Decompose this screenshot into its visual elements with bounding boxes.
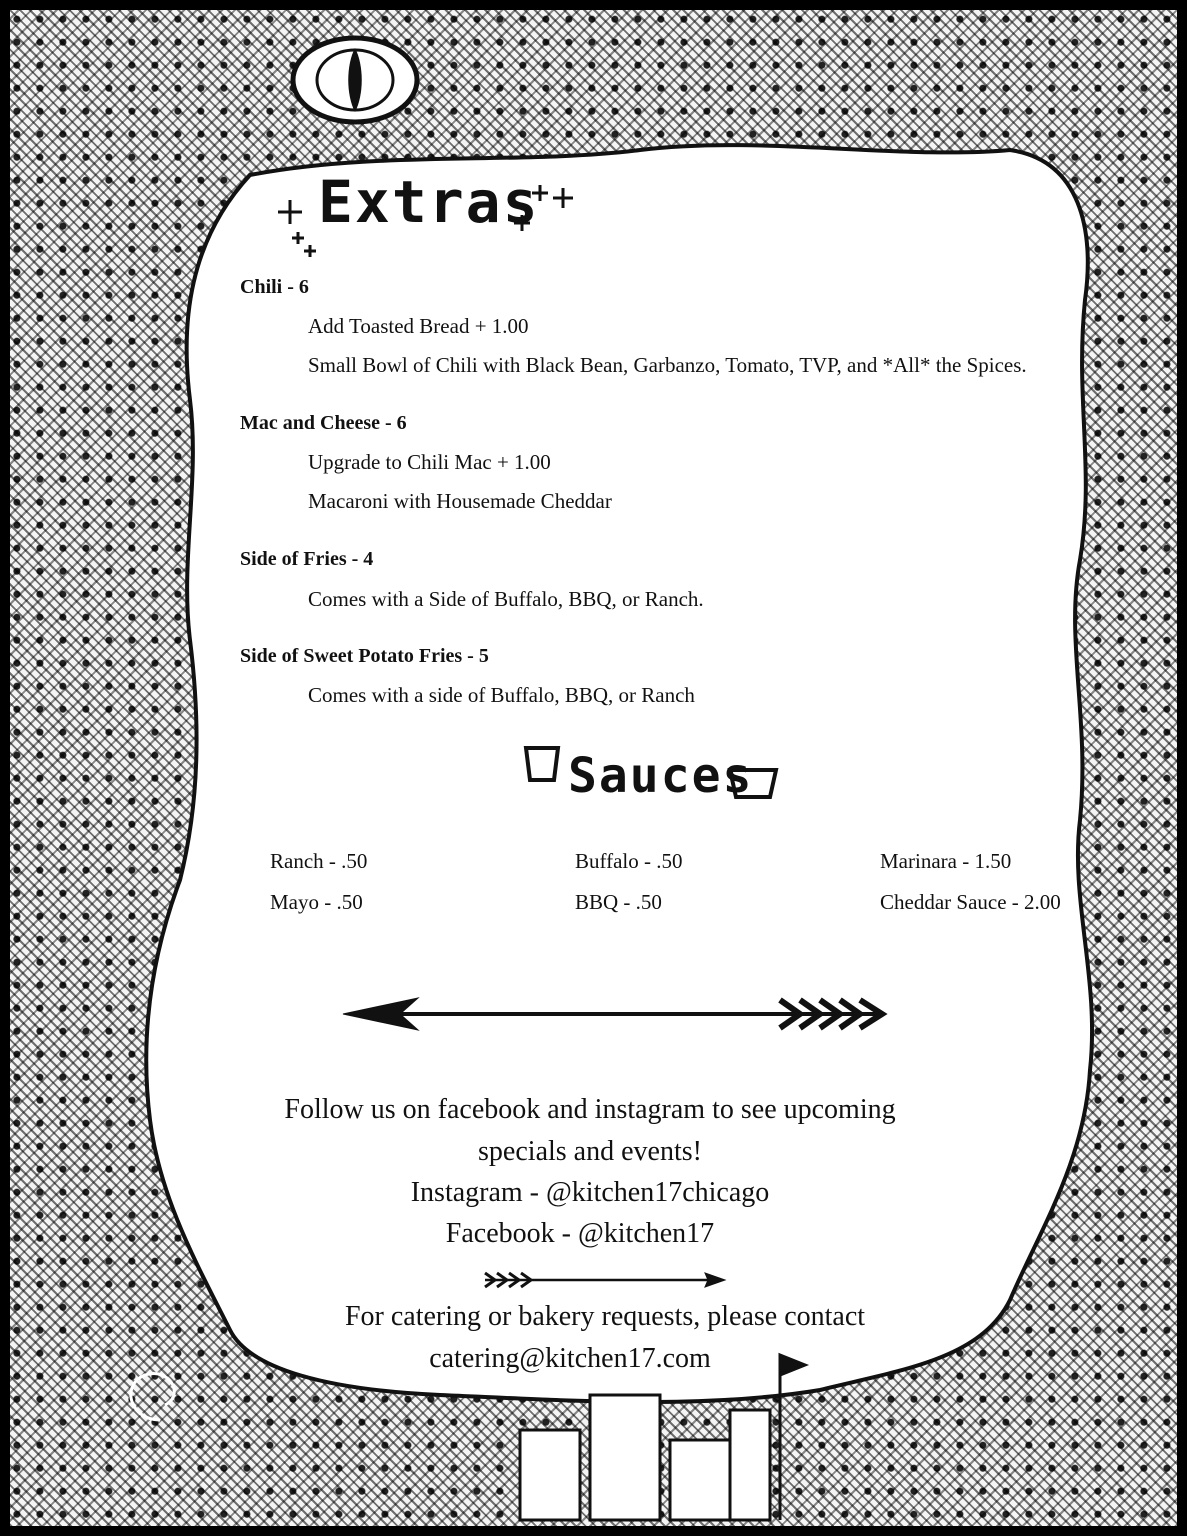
- sauce-item: Marinara - 1.50: [880, 849, 1012, 873]
- sauce-item: Buffalo - .50: [575, 849, 683, 873]
- menu-item-description: Small Bowl of Chili with Black Bean, Garbanzo, Tomato, TVP, and *All* the Spices.: [308, 353, 1027, 377]
- sauce-item: Mayo - .50: [270, 890, 363, 914]
- sauce-item: BBQ - .50: [575, 890, 662, 914]
- sauce-item: Cheddar Sauce - 2.00: [880, 890, 1061, 914]
- menu-item-description: Macaroni with Housemade Cheddar: [308, 489, 612, 513]
- catering-email: catering@kitchen17.com: [429, 1343, 711, 1374]
- extras-title: Extras: [318, 168, 540, 236]
- menu-item-name: Mac and Cheese - 6: [240, 412, 407, 434]
- catering-text: For catering or bakery requests, please contact: [344, 1301, 866, 1332]
- sauces-title: Sauces: [568, 748, 754, 804]
- menu-item-description: Comes with a side of Buffalo, BBQ, or Ranch: [308, 683, 695, 707]
- menu-item-name: Side of Fries - 4: [240, 548, 374, 570]
- sauces-heading: [568, 748, 753, 804]
- sauce-item: Ranch - .50: [270, 849, 368, 873]
- menu-item-option: Upgrade to Chili Mac + 1.00: [308, 450, 551, 474]
- menu-item-description: Comes with a Side of Buffalo, BBQ, or Ranch.: [308, 587, 704, 611]
- instagram-handle: Instagram - @kitchen17chicago: [410, 1177, 770, 1208]
- follow-text: Follow us on facebook and instagram to see upcoming: [284, 1094, 896, 1125]
- menu-item-option: Add Toasted Bread + 1.00: [308, 314, 529, 338]
- extras-heading: [318, 168, 540, 236]
- menu-item-name: Chili - 6: [240, 276, 309, 298]
- facebook-handle: Facebook - @kitchen17: [445, 1218, 715, 1249]
- menu-item-name: Side of Sweet Potato Fries - 5: [240, 645, 489, 667]
- follow-text: specials and events!: [478, 1136, 702, 1167]
